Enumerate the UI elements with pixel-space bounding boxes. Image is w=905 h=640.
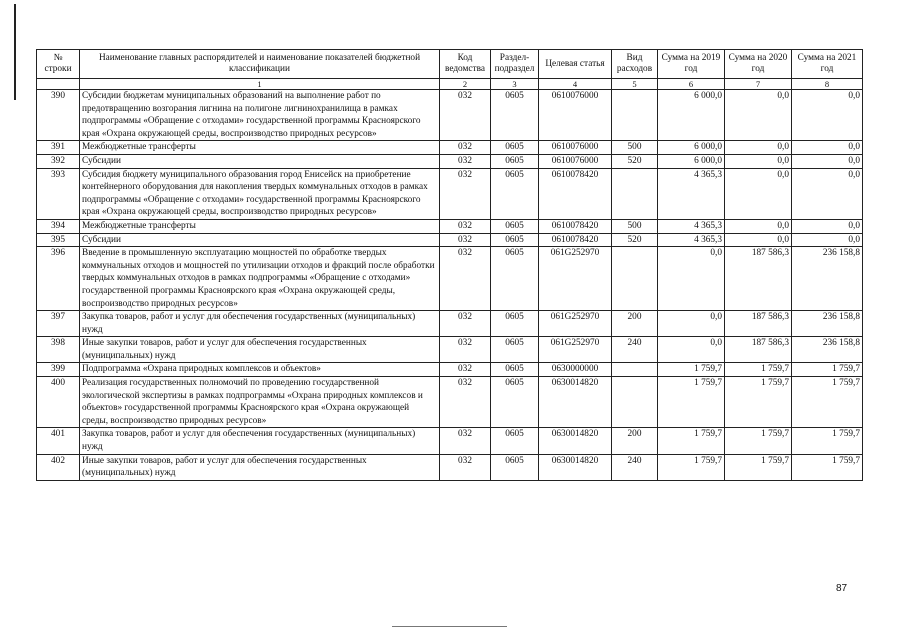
cell-sum-2020: 187 586,3 xyxy=(725,247,792,311)
cell-expense-type xyxy=(612,377,658,428)
cell-sum-2020: 0,0 xyxy=(725,90,792,141)
cell-target-article: 0630014820 xyxy=(539,377,612,428)
cell-expense-type xyxy=(612,247,658,311)
cell-expense-type xyxy=(612,90,658,141)
column-number: 5 xyxy=(612,79,658,90)
cell-sum-2020: 0,0 xyxy=(725,219,792,233)
cell-expense-type xyxy=(612,168,658,219)
cell-sum-2020: 0,0 xyxy=(725,154,792,168)
table-row xyxy=(37,454,863,480)
cell-sum-2019: 4 365,3 xyxy=(658,219,725,233)
cell-name: Реализация государственных полномочий по проведению государственной экологической экспертизы в рамках подпрограммы «Охрана природных комплексов и объектов» государственной программы Красноярского края «Охрана окружающей среды, воспроизводство природных ресурсов» xyxy=(80,377,440,428)
cell-name: Межбюджетные трансферты xyxy=(80,219,440,233)
header-sum-2019: Сумма на 2019 год xyxy=(658,50,725,79)
cell-name: Закупка товаров, работ и услуг для обеспечения государственных (муниципальных) нужд xyxy=(80,311,440,337)
cell-expense-type: 500 xyxy=(612,141,658,155)
column-number: 8 xyxy=(792,79,863,90)
cell-target-article: 0610076000 xyxy=(539,154,612,168)
cell-target-article: 0610076000 xyxy=(539,141,612,155)
cell-sum-2019: 6 000,0 xyxy=(658,90,725,141)
cell-name: Субсидии xyxy=(80,233,440,247)
cell-name: Субсидии бюджетам муниципальных образований на выполнение работ по предотвращению возгорания лигнина на полигоне лигнинохранилища в рамках подпрограммы «Обращение с отходами» государственной программы Красноярского края «Охрана окружающей среды, воспроизводство природных ресурсов» xyxy=(80,90,440,141)
cell-sum-2019: 0,0 xyxy=(658,311,725,337)
cell-department-code: 032 xyxy=(440,454,491,480)
cell-department-code: 032 xyxy=(440,311,491,337)
cell-row-number: 395 xyxy=(37,233,80,247)
page-number: 87 xyxy=(836,583,848,594)
table-row xyxy=(37,219,863,233)
cell-name: Межбюджетные трансферты xyxy=(80,141,440,155)
table-row xyxy=(37,154,863,168)
cell-row-number: 394 xyxy=(37,219,80,233)
cell-department-code: 032 xyxy=(440,233,491,247)
cell-sum-2020: 187 586,3 xyxy=(725,311,792,337)
left-margin-mark xyxy=(14,4,16,100)
cell-name: Введение в промышленную эксплуатацию мощностей по обработке твердых коммунальных отходов и мощностей по утилизации отходов и фракций после обработки твердых коммунальных отходов в рамках подпрограммы «Обращение с отходами» государственной программы Красноярского края «Охрана окружающей среды, воспроизводство природных ресурсов» xyxy=(80,247,440,311)
header-sum-2020: Сумма на 2020 год xyxy=(725,50,792,79)
table-header-row xyxy=(37,50,863,79)
cell-department-code: 032 xyxy=(440,219,491,233)
cell-target-article: 0630014820 xyxy=(539,428,612,454)
cell-section: 0605 xyxy=(491,154,539,168)
cell-target-article: 061G252970 xyxy=(539,247,612,311)
table-row xyxy=(37,377,863,428)
cell-sum-2021: 1 759,7 xyxy=(792,377,863,428)
cell-department-code: 032 xyxy=(440,141,491,155)
cell-department-code: 032 xyxy=(440,90,491,141)
cell-target-article: 0610076000 xyxy=(539,90,612,141)
column-numbers-row xyxy=(37,79,863,90)
cell-section: 0605 xyxy=(491,219,539,233)
cell-department-code: 032 xyxy=(440,337,491,363)
cell-sum-2020: 187 586,3 xyxy=(725,337,792,363)
cell-sum-2019: 0,0 xyxy=(658,337,725,363)
cell-sum-2019: 1 759,7 xyxy=(658,428,725,454)
cell-section: 0605 xyxy=(491,337,539,363)
cell-expense-type xyxy=(612,363,658,377)
cell-row-number: 397 xyxy=(37,311,80,337)
cell-section: 0605 xyxy=(491,141,539,155)
cell-expense-type: 240 xyxy=(612,454,658,480)
cell-sum-2019: 0,0 xyxy=(658,247,725,311)
table-row xyxy=(37,311,863,337)
cell-row-number: 393 xyxy=(37,168,80,219)
cell-expense-type: 200 xyxy=(612,428,658,454)
cell-sum-2020: 1 759,7 xyxy=(725,377,792,428)
cell-row-number: 398 xyxy=(37,337,80,363)
cell-sum-2021: 0,0 xyxy=(792,154,863,168)
cell-sum-2021: 0,0 xyxy=(792,233,863,247)
header-name: Наименование главных распорядителей и наименование показателей бюджетной классификации xyxy=(80,50,440,79)
column-number: 1 xyxy=(80,79,440,90)
cell-sum-2019: 4 365,3 xyxy=(658,168,725,219)
cell-sum-2021: 236 158,8 xyxy=(792,247,863,311)
cell-section: 0605 xyxy=(491,168,539,219)
table-body xyxy=(37,90,863,481)
table-row xyxy=(37,141,863,155)
cell-target-article: 0630000000 xyxy=(539,363,612,377)
cell-expense-type: 200 xyxy=(612,311,658,337)
cell-sum-2019: 4 365,3 xyxy=(658,233,725,247)
cell-name: Иные закупки товаров, работ и услуг для обеспечения государственных (муниципальных) нужд xyxy=(80,454,440,480)
cell-row-number: 401 xyxy=(37,428,80,454)
table-row xyxy=(37,233,863,247)
cell-sum-2020: 0,0 xyxy=(725,233,792,247)
table-row xyxy=(37,90,863,141)
cell-department-code: 032 xyxy=(440,168,491,219)
footer-line xyxy=(392,626,507,627)
cell-target-article: 0610078420 xyxy=(539,233,612,247)
cell-target-article: 0610078420 xyxy=(539,219,612,233)
header-target-article: Целевая статья xyxy=(539,50,612,79)
table-row xyxy=(37,428,863,454)
cell-row-number: 391 xyxy=(37,141,80,155)
cell-department-code: 032 xyxy=(440,154,491,168)
cell-department-code: 032 xyxy=(440,247,491,311)
cell-department-code: 032 xyxy=(440,428,491,454)
table-row xyxy=(37,247,863,311)
cell-section: 0605 xyxy=(491,428,539,454)
cell-sum-2021: 1 759,7 xyxy=(792,363,863,377)
cell-row-number: 390 xyxy=(37,90,80,141)
header-department-code: Код ведомства xyxy=(440,50,491,79)
cell-department-code: 032 xyxy=(440,363,491,377)
column-number: 7 xyxy=(725,79,792,90)
cell-sum-2019: 6 000,0 xyxy=(658,154,725,168)
cell-expense-type: 520 xyxy=(612,154,658,168)
cell-target-article: 0630014820 xyxy=(539,454,612,480)
header-row-number: № строки xyxy=(37,50,80,79)
cell-target-article: 0610078420 xyxy=(539,168,612,219)
cell-sum-2021: 236 158,8 xyxy=(792,311,863,337)
cell-expense-type: 500 xyxy=(612,219,658,233)
cell-name: Иные закупки товаров, работ и услуг для обеспечения государственных (муниципальных) нужд xyxy=(80,337,440,363)
cell-section: 0605 xyxy=(491,363,539,377)
cell-sum-2021: 1 759,7 xyxy=(792,428,863,454)
cell-row-number: 399 xyxy=(37,363,80,377)
cell-sum-2020: 0,0 xyxy=(725,141,792,155)
header-expense-type: Вид расходов xyxy=(612,50,658,79)
cell-sum-2021: 0,0 xyxy=(792,141,863,155)
cell-section: 0605 xyxy=(491,233,539,247)
cell-sum-2020: 1 759,7 xyxy=(725,428,792,454)
cell-sum-2021: 0,0 xyxy=(792,90,863,141)
cell-target-article: 061G252970 xyxy=(539,337,612,363)
cell-row-number: 402 xyxy=(37,454,80,480)
cell-sum-2020: 1 759,7 xyxy=(725,363,792,377)
cell-name: Субсидия бюджету муниципального образования город Енисейск на приобретение контейнерного оборудования для накопления твердых коммунальных отходов в рамках подпрограммы «Обращение с отходами» государственной программы Красноярского края «Охрана окружающей среды, воспроизводство природных ресурсов» xyxy=(80,168,440,219)
column-number xyxy=(37,79,80,90)
table-row xyxy=(37,337,863,363)
table-row xyxy=(37,168,863,219)
cell-name: Субсидии xyxy=(80,154,440,168)
cell-department-code: 032 xyxy=(440,377,491,428)
cell-sum-2019: 1 759,7 xyxy=(658,363,725,377)
cell-target-article: 061G252970 xyxy=(539,311,612,337)
cell-sum-2021: 0,0 xyxy=(792,219,863,233)
table-row xyxy=(37,363,863,377)
cell-name: Закупка товаров, работ и услуг для обеспечения государственных (муниципальных) нужд xyxy=(80,428,440,454)
cell-sum-2020: 1 759,7 xyxy=(725,454,792,480)
column-number: 2 xyxy=(440,79,491,90)
cell-section: 0605 xyxy=(491,377,539,428)
cell-expense-type: 240 xyxy=(612,337,658,363)
cell-row-number: 400 xyxy=(37,377,80,428)
budget-table xyxy=(36,49,863,481)
header-sum-2021: Сумма на 2021 год xyxy=(792,50,863,79)
cell-sum-2019: 6 000,0 xyxy=(658,141,725,155)
cell-sum-2021: 1 759,7 xyxy=(792,454,863,480)
cell-sum-2020: 0,0 xyxy=(725,168,792,219)
cell-row-number: 396 xyxy=(37,247,80,311)
cell-section: 0605 xyxy=(491,311,539,337)
header-section: Раздел-подраздел xyxy=(491,50,539,79)
cell-section: 0605 xyxy=(491,90,539,141)
column-number: 3 xyxy=(491,79,539,90)
cell-sum-2021: 236 158,8 xyxy=(792,337,863,363)
cell-sum-2019: 1 759,7 xyxy=(658,377,725,428)
cell-section: 0605 xyxy=(491,247,539,311)
column-number: 4 xyxy=(539,79,612,90)
cell-sum-2021: 0,0 xyxy=(792,168,863,219)
cell-name: Подпрограмма «Охрана природных комплексов и объектов» xyxy=(80,363,440,377)
cell-section: 0605 xyxy=(491,454,539,480)
cell-expense-type: 520 xyxy=(612,233,658,247)
cell-row-number: 392 xyxy=(37,154,80,168)
cell-sum-2019: 1 759,7 xyxy=(658,454,725,480)
column-number: 6 xyxy=(658,79,725,90)
